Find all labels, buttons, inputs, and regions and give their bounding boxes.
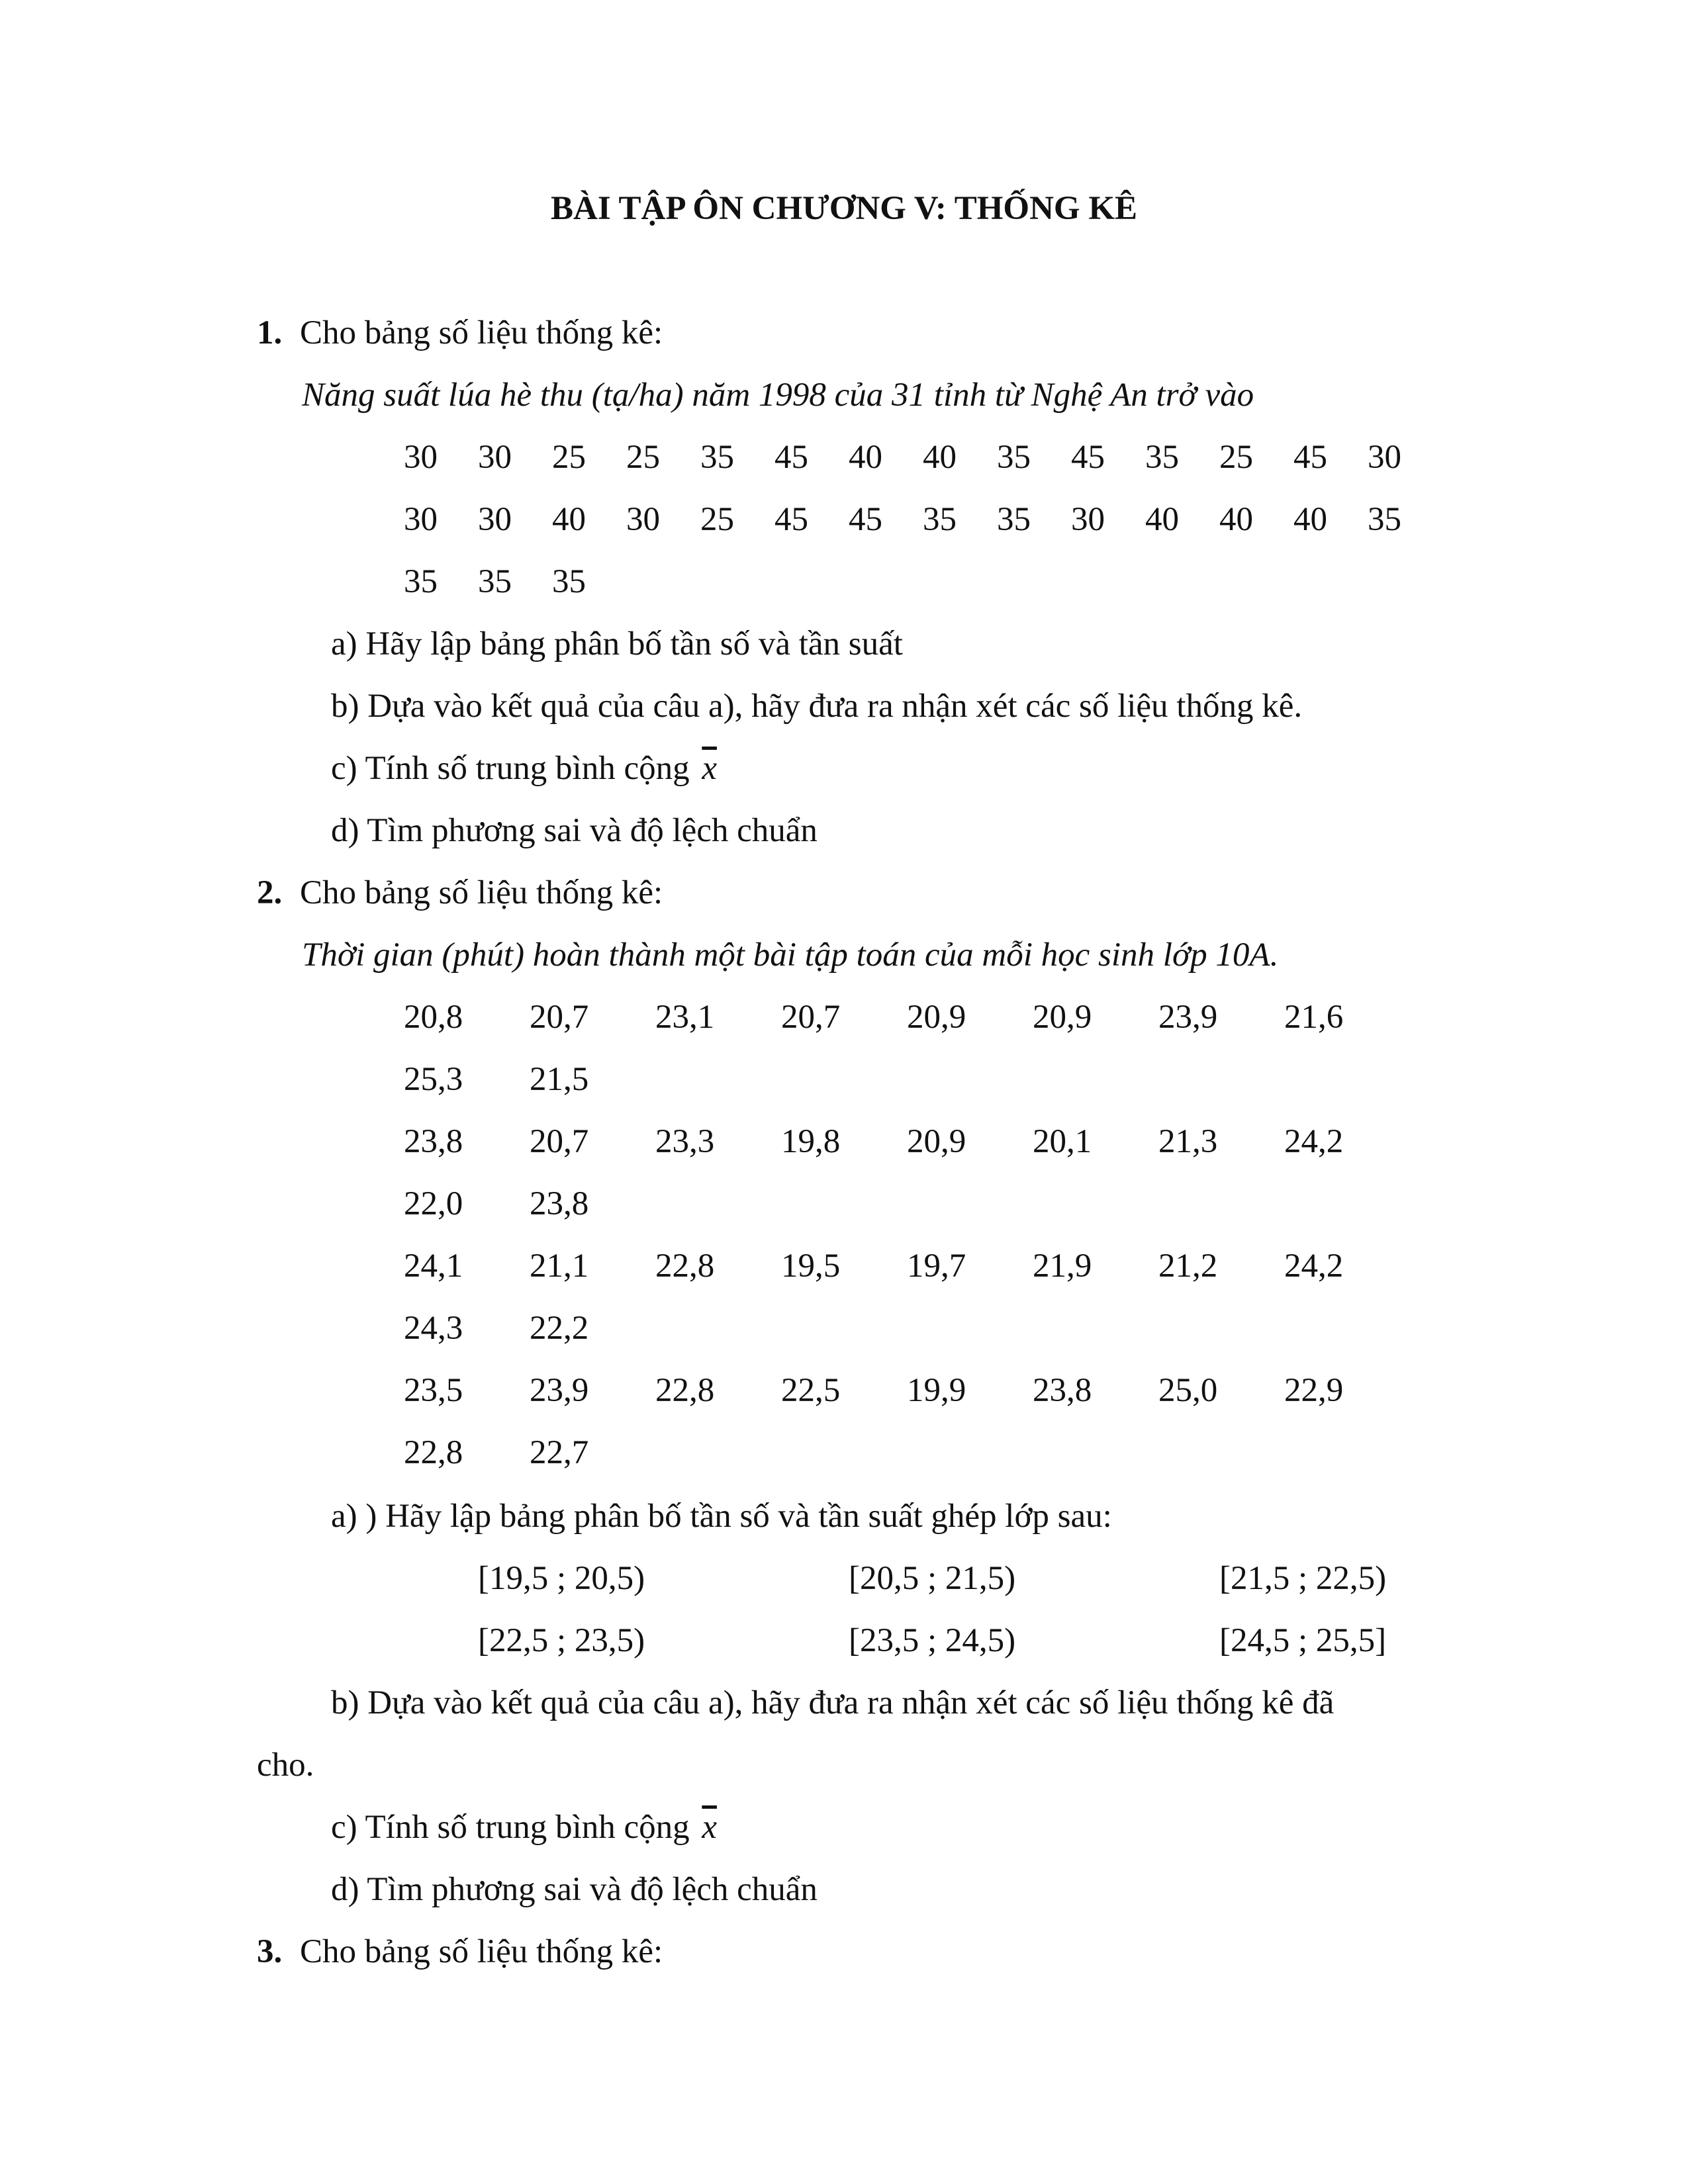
q2-data-value: 23,9 <box>1158 999 1218 1036</box>
q1-data-value: 35 <box>923 501 957 538</box>
class-interval: [20,5 ; 21,5) <box>849 1560 1016 1597</box>
q1-data-value: 35 <box>997 439 1031 476</box>
q2-data-value: 23,8 <box>404 1123 463 1160</box>
q2-part-a: a) ) Hãy lập bảng phân bố tần số và tần suất ghép lớp sau: <box>331 1498 1112 1535</box>
class-interval: [23,5 ; 24,5) <box>849 1622 1016 1659</box>
q1-data-value: 25 <box>626 439 660 476</box>
q1-data-value: 35 <box>404 563 438 600</box>
q1-data-value: 30 <box>478 439 512 476</box>
q2-data-value: 21,9 <box>1033 1248 1092 1285</box>
q1-data-value: 30 <box>1071 501 1105 538</box>
q1-part-b: b) Dựa vào kết quả của câu a), hãy đưa ra nhận xét các số liệu thống kê. <box>331 688 1303 725</box>
mean-symbol: $\overline{x}$ <box>702 750 717 787</box>
q2-part-d: d) Tìm phương sai và độ lệch chuẩn <box>331 1871 818 1908</box>
q2-data-value: 20,7 <box>781 999 841 1036</box>
q1-data-value: 35 <box>478 563 512 600</box>
q2-data-value: 21,1 <box>530 1248 589 1285</box>
q2-data-value: 21,5 <box>530 1061 589 1098</box>
q2-data-value: 22,7 <box>530 1434 589 1471</box>
question-1-heading <box>257 316 663 350</box>
q1-data-value: 45 <box>774 501 808 538</box>
q2-data-value: 23,1 <box>655 999 715 1036</box>
q2-data-value: 20,9 <box>907 1123 966 1160</box>
question-intro: Cho bảng số liệu thống kê: <box>300 314 663 351</box>
q2-part-c-text: c) Tính số trung bình cộng <box>331 1809 690 1846</box>
q1-part-a: a) Hãy lập bảng phân bố tần số và tần suất <box>331 625 903 662</box>
q2-data-value: 22,2 <box>530 1310 589 1347</box>
q2-data-value: 25,3 <box>404 1061 463 1098</box>
q2-data-value: 19,7 <box>907 1248 966 1285</box>
question-number: 1. <box>257 314 283 351</box>
class-interval: [19,5 ; 20,5) <box>478 1560 645 1597</box>
class-interval: [22,5 ; 23,5) <box>478 1622 645 1659</box>
q1-data-value: 45 <box>849 501 882 538</box>
q1-data-value: 40 <box>923 439 957 476</box>
q1-part-c-text: c) Tính số trung bình cộng <box>331 750 690 787</box>
q2-data-value: 24,2 <box>1284 1123 1344 1160</box>
question-2-heading <box>257 876 663 910</box>
q1-data-value: 25 <box>1219 439 1253 476</box>
q1-data-value: 40 <box>1145 501 1179 538</box>
question-intro: Cho bảng số liệu thống kê: <box>300 874 663 911</box>
q1-data-value: 35 <box>1368 501 1401 538</box>
q2-data-value: 22,8 <box>404 1434 463 1471</box>
q2-data-value: 23,5 <box>404 1372 463 1409</box>
q2-data-value: 24,1 <box>404 1248 463 1285</box>
q1-data-value: 25 <box>552 439 586 476</box>
q2-data-value: 20,7 <box>530 999 589 1036</box>
q1-data-value: 30 <box>478 501 512 538</box>
q2-data-value: 22,9 <box>1284 1372 1344 1409</box>
q1-data-value: 30 <box>1368 439 1401 476</box>
q2-data-value: 23,8 <box>1033 1372 1092 1409</box>
q2-part-b-continued: cho. <box>257 1747 314 1784</box>
q1-data-value: 45 <box>774 439 808 476</box>
question-number: 2. <box>257 874 283 911</box>
q1-data-value: 40 <box>849 439 882 476</box>
question-3-heading <box>257 1935 663 1969</box>
q2-data-value: 20,7 <box>530 1123 589 1160</box>
q2-data-value: 22,8 <box>655 1372 715 1409</box>
q2-data-value: 22,5 <box>781 1372 841 1409</box>
q1-data-value: 30 <box>626 501 660 538</box>
q1-data-value: 30 <box>404 439 438 476</box>
q2-data-value: 22,0 <box>404 1185 463 1222</box>
q1-data-value: 40 <box>1219 501 1253 538</box>
page-title: BÀI TẬP ÔN CHƯƠNG V: THỐNG KÊ <box>550 190 1138 227</box>
q2-data-value: 22,8 <box>655 1248 715 1285</box>
q1-data-value: 35 <box>1145 439 1179 476</box>
q2-part-b: b) Dựa vào kết quả của câu a), hãy đưa ra nhận xét các số liệu thống kê đã <box>331 1684 1335 1721</box>
class-interval: [21,5 ; 22,5) <box>1219 1560 1387 1597</box>
q1-data-value: 40 <box>1293 501 1327 538</box>
q2-data-value: 21,6 <box>1284 999 1344 1036</box>
q1-caption: Năng suất lúa hè thu (tạ/ha) năm 1998 của 31 tỉnh từ Nghệ An trở vào <box>302 377 1254 414</box>
q2-data-value: 20,8 <box>404 999 463 1036</box>
q2-data-value: 23,9 <box>530 1372 589 1409</box>
q2-data-value: 19,5 <box>781 1248 841 1285</box>
q2-data-value: 21,2 <box>1158 1248 1218 1285</box>
mean-symbol: $\overline{x}$ <box>702 1809 717 1846</box>
q2-data-value: 23,8 <box>530 1185 589 1222</box>
q1-part-c <box>331 752 717 786</box>
q2-data-value: 24,2 <box>1284 1248 1344 1285</box>
question-number: 3. <box>257 1933 283 1970</box>
q2-caption: Thời gian (phút) hoàn thành một bài tập toán của mỗi học sinh lớp 10A. <box>302 936 1279 974</box>
q1-data-value: 40 <box>552 501 586 538</box>
q2-data-value: 24,3 <box>404 1310 463 1347</box>
q1-data-value: 35 <box>997 501 1031 538</box>
q1-part-d: d) Tìm phương sai và độ lệch chuẩn <box>331 812 818 849</box>
q1-data-value: 25 <box>700 501 734 538</box>
q2-data-value: 21,3 <box>1158 1123 1218 1160</box>
q2-part-c <box>331 1811 717 1844</box>
q1-data-value: 45 <box>1293 439 1327 476</box>
q2-data-value: 19,8 <box>781 1123 841 1160</box>
q1-data-value: 35 <box>552 563 586 600</box>
q2-data-value: 19,9 <box>907 1372 966 1409</box>
class-interval: [24,5 ; 25,5] <box>1219 1622 1387 1659</box>
question-intro: Cho bảng số liệu thống kê: <box>300 1933 663 1970</box>
q1-data-value: 45 <box>1071 439 1105 476</box>
q2-data-value: 20,1 <box>1033 1123 1092 1160</box>
q1-data-value: 35 <box>700 439 734 476</box>
q2-data-value: 25,0 <box>1158 1372 1218 1409</box>
q2-data-value: 20,9 <box>907 999 966 1036</box>
q2-data-value: 20,9 <box>1033 999 1092 1036</box>
q1-data-value: 30 <box>404 501 438 538</box>
q2-data-value: 23,3 <box>655 1123 715 1160</box>
